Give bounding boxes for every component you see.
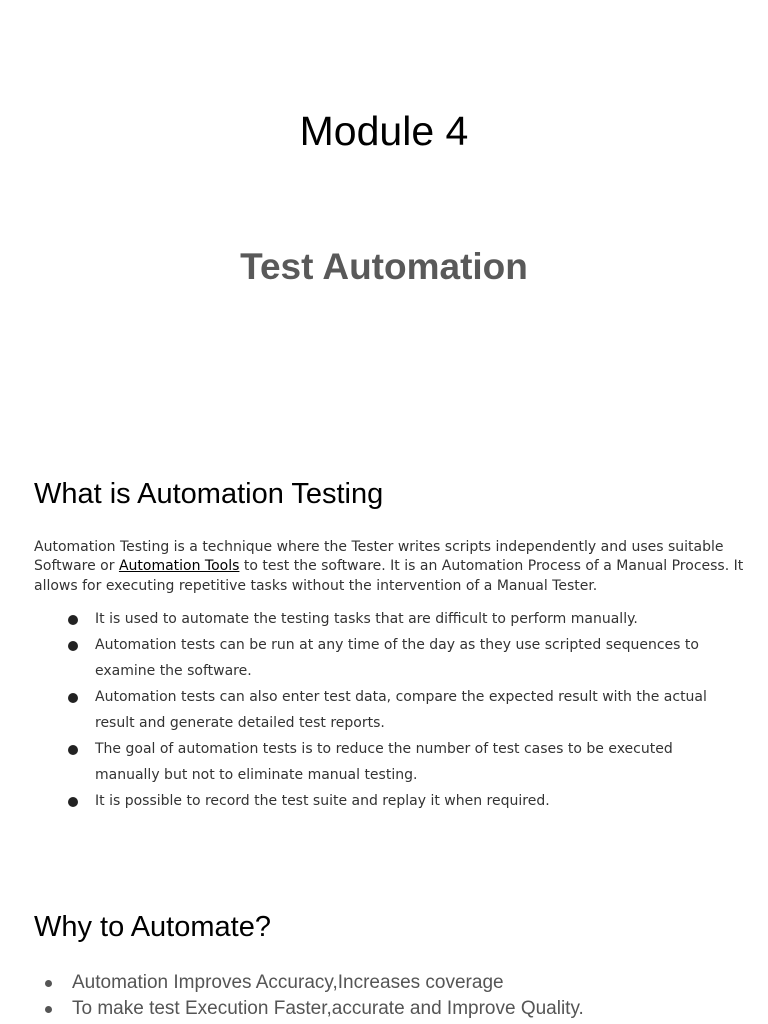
list-item (42, 970, 742, 996)
bullet-icon (68, 641, 78, 651)
list-item (66, 788, 726, 814)
list-item-text: Automation Improves Accuracy,Increases coverage (72, 972, 504, 993)
list-item (42, 996, 742, 1022)
list-item-text: It is possible to record the test suite and replay it when required. (95, 793, 550, 809)
intro-paragraph (34, 538, 744, 596)
bullet-icon (68, 615, 78, 625)
automation-tools-link[interactable]: Automation Tools (118, 558, 240, 575)
page-subtitle: Test Automation (240, 246, 528, 287)
page-title: Module 4 (299, 108, 469, 154)
intro-text-end: to test the software. It is an Automation Process of a Manual Process. It allows for executing repetitive tasks without the intervention of a Manual Tester. (34, 558, 744, 594)
bullet-icon (45, 980, 52, 987)
why-automate-bullet-list (42, 970, 742, 1022)
bullet-icon (68, 797, 78, 807)
section-heading-why-to-automate: Why to Automate? (34, 911, 271, 943)
list-item-text: To make test Execution Faster,accurate and Improve Quality. (72, 998, 584, 1019)
bullet-icon (68, 745, 78, 755)
list-item (66, 736, 726, 788)
bullet-icon (45, 1006, 52, 1013)
list-item (66, 684, 726, 736)
intro-text-start: Automation Testing is a technique where the Tester writes scripts independently and uses suitable Software or (34, 539, 724, 575)
list-item (66, 632, 726, 684)
automation-testing-bullet-list (66, 606, 726, 814)
list-item-text: Automation tests can also enter test data, compare the expected result with the actual result and generate detailed test reports. (95, 689, 707, 731)
bullet-icon (68, 693, 78, 703)
list-item-text: Automation tests can be run at any time of the day as they use scripted sequences to examine the software. (95, 637, 699, 679)
list-item-text: The goal of automation tests is to reduce the number of test cases to be executed manually but not to eliminate manual testing. (95, 741, 673, 783)
list-item-text: It is used to automate the testing tasks that are difficult to perform manually. (95, 611, 638, 627)
section-heading-what-is-automation-testing: What is Automation Testing (34, 478, 384, 510)
list-item (66, 606, 726, 632)
